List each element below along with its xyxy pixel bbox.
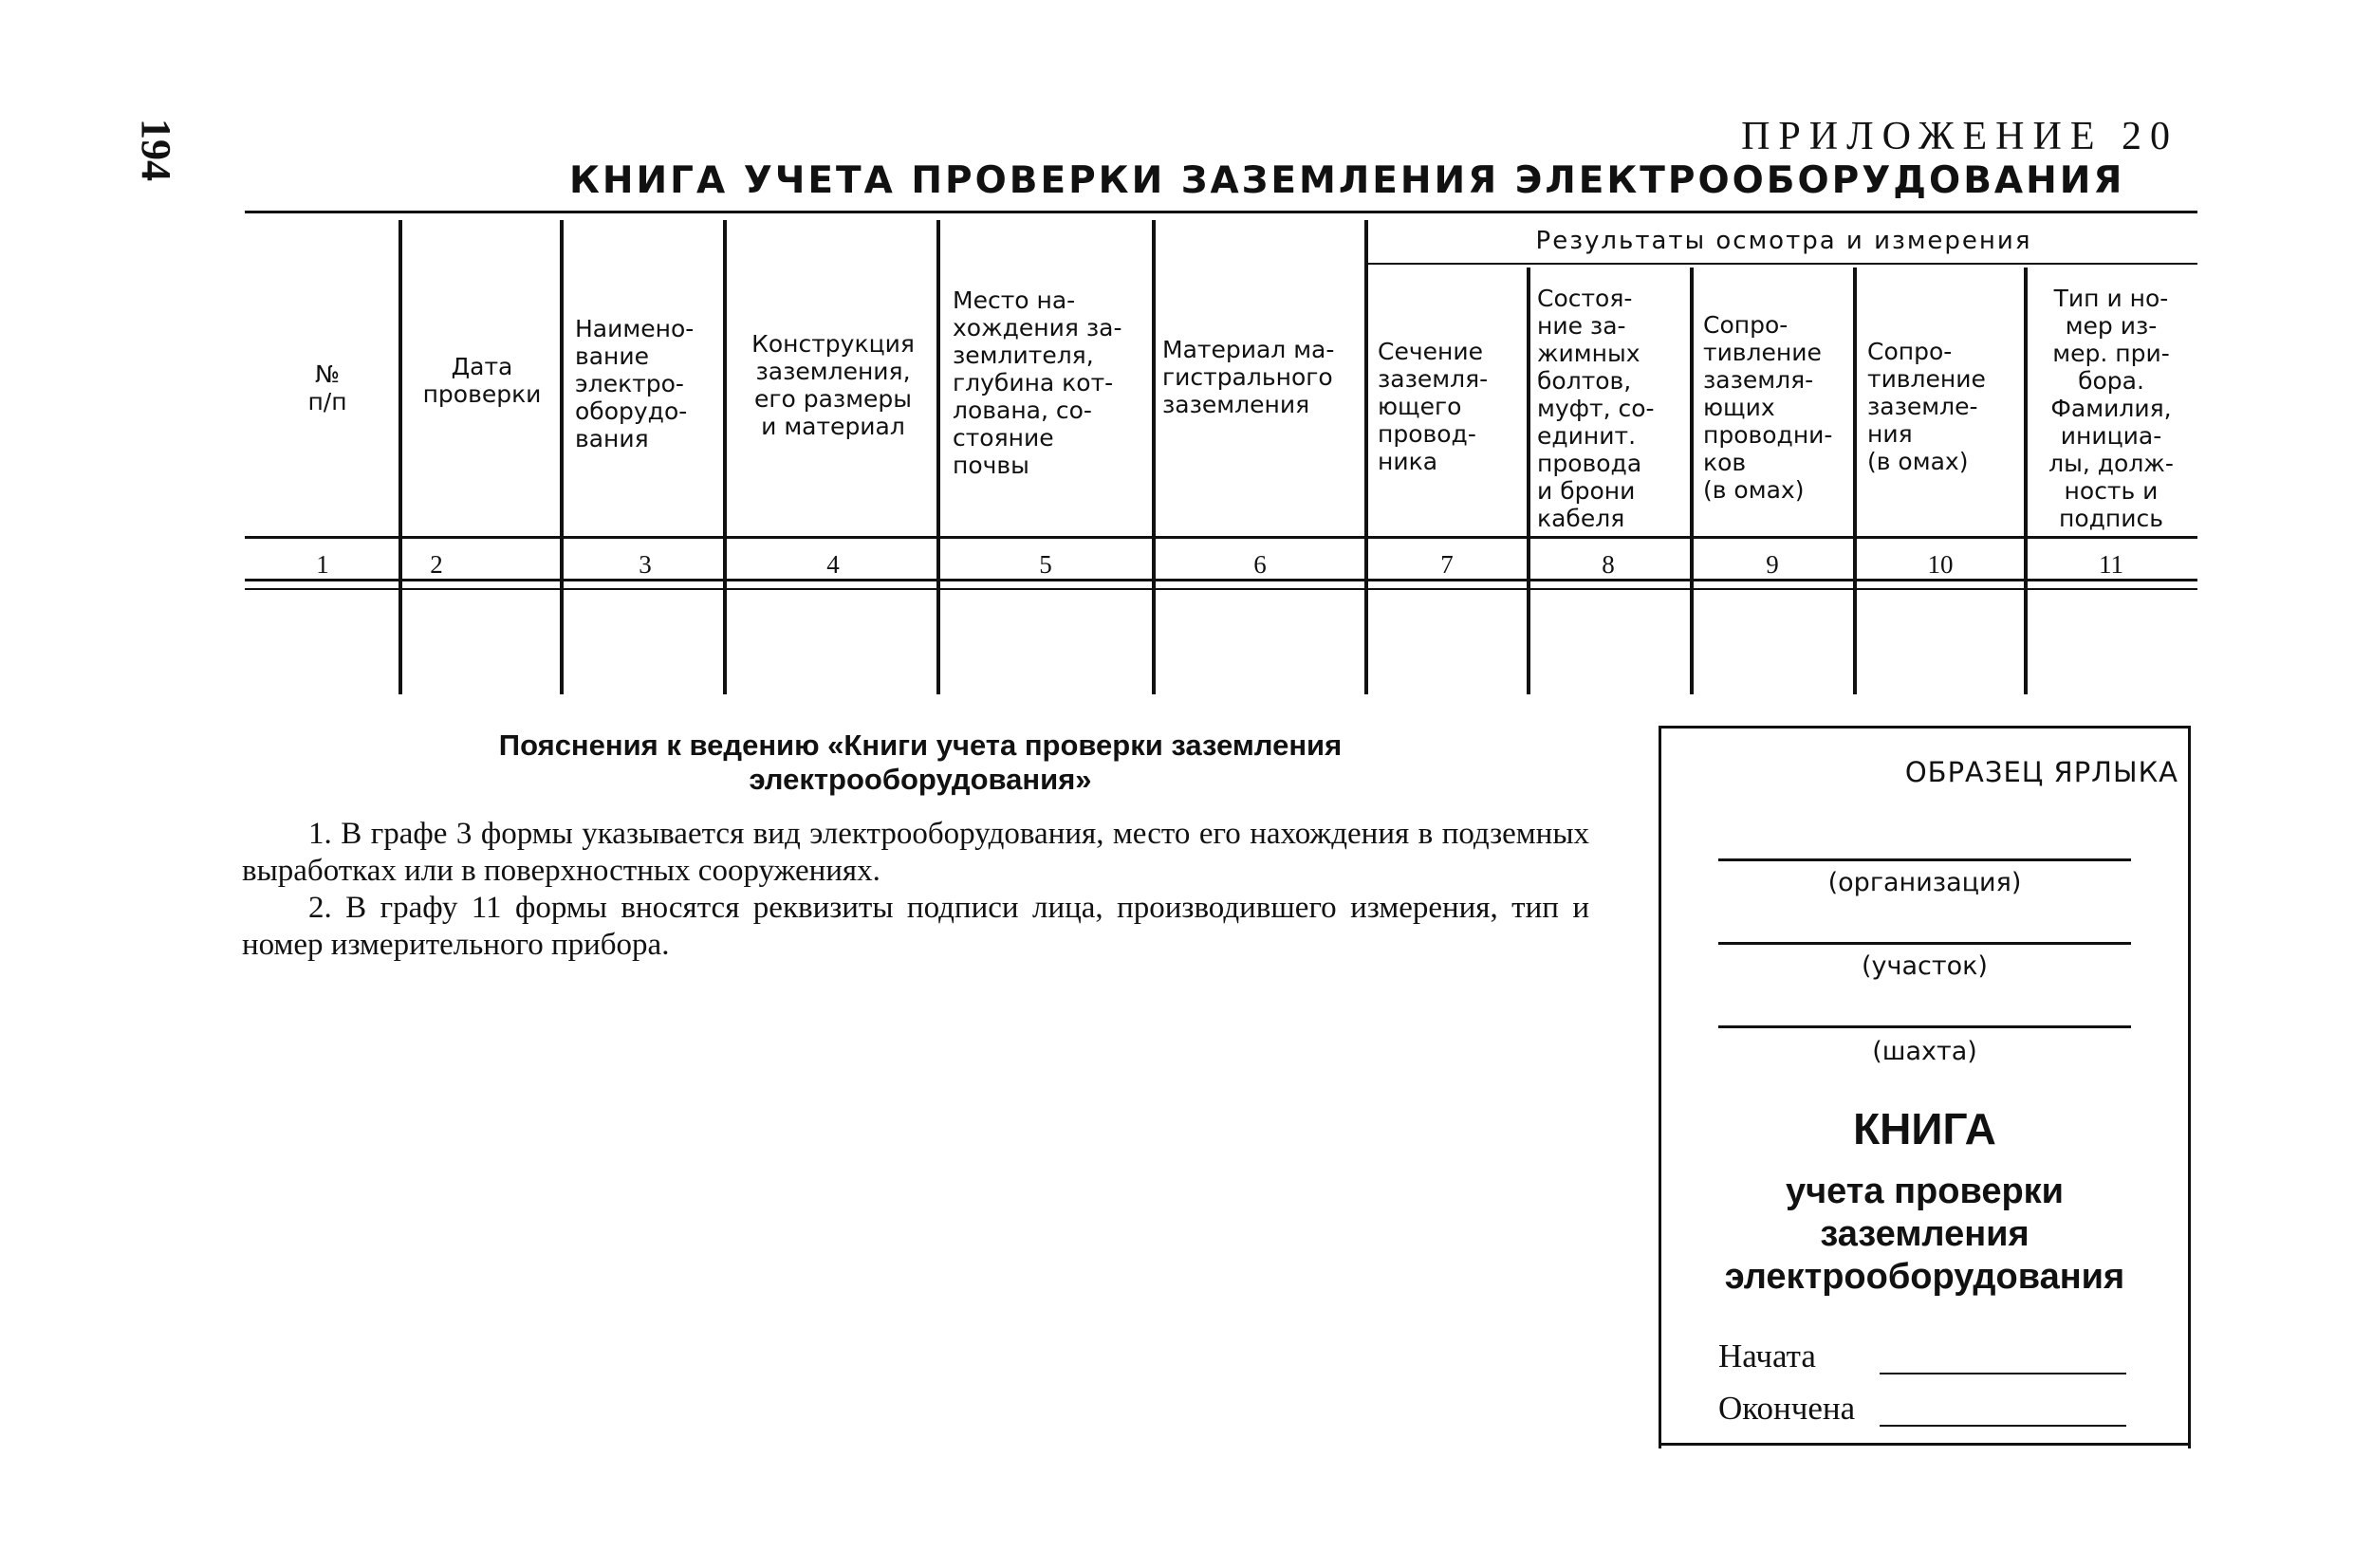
label-box-bottom-rule: [1661, 1443, 2188, 1446]
notes-body: [242, 816, 1589, 964]
column-divider: [560, 220, 564, 694]
column-number: 2: [430, 550, 443, 579]
label-subtitle-3: электрооборудования: [1724, 1257, 2125, 1297]
section-line: [1718, 942, 2131, 945]
section-caption: (участок): [1862, 951, 1988, 981]
column-number: 1: [316, 550, 329, 579]
column-number: 8: [1602, 550, 1615, 579]
label-heading: ОБРАЗЕЦ ЯРЛЫКА: [1904, 756, 2178, 788]
started-line: [1880, 1373, 2126, 1374]
column-number: 4: [826, 550, 840, 579]
page-number: 194: [133, 119, 179, 181]
column-number: 5: [1039, 550, 1052, 579]
number-row-rule: [245, 579, 2197, 581]
started-label: Начата: [1718, 1337, 1816, 1374]
appendix-label: ПРИЛОЖЕНИЕ 20: [1741, 115, 2178, 158]
column-divider: [1152, 220, 1156, 694]
group-header: Результаты осмотра и измерения: [1535, 227, 2032, 255]
column-divider: [1527, 267, 1530, 694]
column-header: Сечение заземля- ющего провод- ника: [1378, 338, 1489, 475]
label-box-top-rule: [1661, 726, 2188, 729]
notes-title: [455, 729, 1385, 797]
organization-line: [1718, 858, 2131, 861]
column-header: Материал ма- гистрального заземления: [1162, 336, 1335, 418]
label-sample-box: [1659, 726, 2191, 1448]
label-book-title: КНИГА: [1853, 1104, 1996, 1153]
column-header: Место на- хождения за- землителя, глубина кот- лована, со- стояние почвы: [953, 286, 1122, 479]
column-divider: [2024, 267, 2028, 694]
column-number: 9: [1766, 550, 1779, 579]
column-divider: [1364, 220, 1368, 694]
column-header: Наимено- вание электро- оборудо- вания: [575, 315, 695, 452]
column-number: 3: [639, 550, 652, 579]
column-header: № п/п: [307, 360, 347, 415]
column-number: 7: [1440, 550, 1454, 579]
page-title: КНИГА УЧЕТА ПРОВЕРКИ ЗАЗЕМЛЕНИЯ ЭЛЕКТРООБОРУДОВАНИЯ: [569, 159, 2125, 202]
notes-title-line1: Пояснения к ведению «Книги учета проверки заземления: [498, 729, 1343, 762]
header-bottom-rule: [245, 536, 2197, 539]
column-divider: [399, 220, 402, 694]
column-header: Тип и но- мер из- мер. при- бора. Фамилия, инициа- лы, долж- ность и подпись: [2048, 285, 2174, 532]
finished-line: [1880, 1425, 2126, 1427]
organization-caption: (организация): [1827, 868, 2022, 897]
mine-line: [1718, 1025, 2131, 1028]
column-header: Дата проверки: [422, 353, 542, 408]
column-header: Состоя- ние за- жимных болтов, муфт, со- единит. провода и брони кабеля: [1537, 285, 1655, 532]
column-number: 10: [1927, 550, 1954, 579]
note-item-1: 1. В графе 3 формы указывается вид электрооборудования, место его нахождения в подземных выработках или в поверхностных сооружениях.: [242, 817, 1589, 888]
column-divider: [936, 220, 940, 694]
body-top-rule: [245, 588, 2197, 590]
column-number: 11: [2099, 550, 2123, 579]
table-top-rule: [245, 211, 2197, 213]
column-header: Сопро- тивление заземле- ния (в омах): [1867, 338, 1986, 475]
label-subtitle-1: учета проверки: [1785, 1171, 2065, 1211]
column-header: Конструкция заземления, его размеры и материал: [751, 330, 915, 440]
column-header: Сопро- тивление заземля- ющих проводни- ков (в омах): [1703, 311, 1833, 504]
label-subtitle-2: заземления: [1820, 1214, 2030, 1254]
finished-label: Окончена: [1718, 1390, 1856, 1427]
column-divider: [723, 220, 727, 694]
mine-caption: (шахта): [1872, 1037, 1977, 1066]
notes-title-line2: электрооборудования»: [749, 763, 1092, 796]
column-number: 6: [1253, 550, 1267, 579]
group-header-rule: [1366, 263, 2197, 265]
column-divider: [1690, 267, 1694, 694]
note-item-2: 2. В графу 11 формы вносятся реквизиты подписи лица, производившего измерения, тип и номер измерительного прибора.: [242, 891, 1589, 962]
